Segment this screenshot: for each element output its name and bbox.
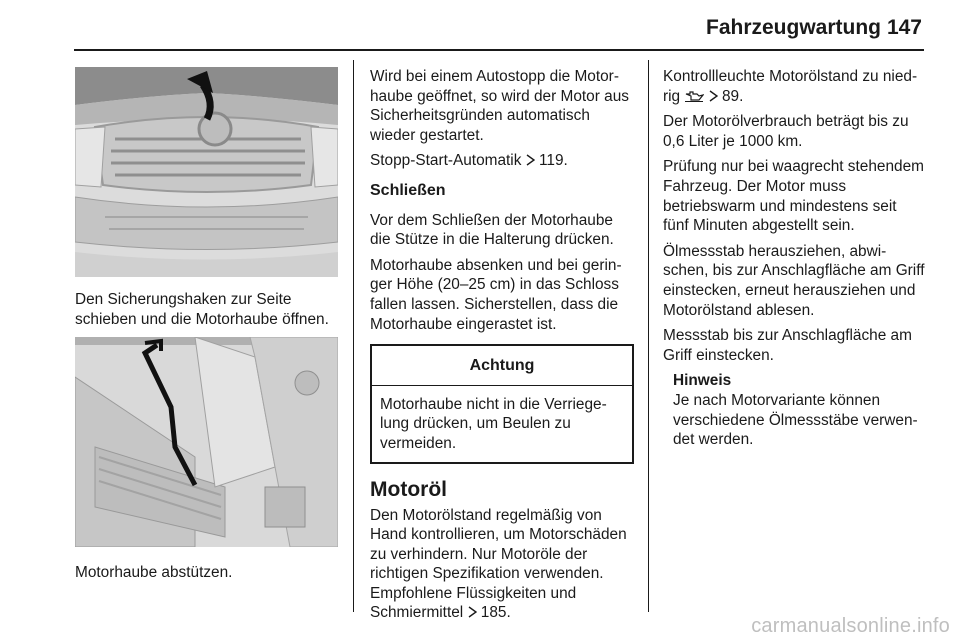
note-block [673,371,925,449]
check-conditions-paragraph: Prüfung nur bei waagrecht stehendem Fahrzeug. Der Motor muss betriebswarm und mindestens seit fünf Minuten abgestellt sein. [663,158,924,235]
oil-level-warning-text: Kontrollleuchte Motorölstand zu niedrig [663,68,918,105]
autostop-paragraph: Wird bei einem Autostopp die Motorhaube geöffnet, so wird der Motor aus Sicherheitsgründen automatisch wieder gestartet. [370,68,629,144]
figure-2-caption: Motorhaube abstützen. [75,564,233,581]
column-3 [663,67,925,450]
header-divider [74,49,924,51]
oil-level-warning-page: 89. [721,87,744,105]
stop-start-text: Stopp-Start-Automatik [370,152,522,170]
page-reference-icon [526,154,535,166]
dipstick-procedure-paragraph: Ölmessstab herausziehen, abwischen, bis zur Anschlagfläche am Griff einstecken, erneut herausziehen und Motorölstand ablesen. [663,242,925,319]
engine-oil-text: Den Motorölstand regelmäßig von Hand kontrollieren, um Motorschäden zu verhindern. Nur Motoröle der richtigen Spezifikation verwenden. Empfohlene Flüssigkeiten und Schmiermittel [370,506,627,622]
warning-box [370,344,634,463]
engine-oil-page: 185. [480,604,511,622]
engine-oil-heading: Motoröl [370,477,447,501]
engine-oil-paragraph [370,506,634,624]
column-divider-2 [648,60,649,612]
column-2 [370,67,634,629]
figure-1-caption: Den Sicherungshaken zur Seite schieben und die Motorhaube öffnen. [75,291,329,328]
closing-heading: Schließen [370,181,446,199]
bonnet-stay-illustration [75,337,338,547]
note-title: Hinweis [673,372,732,390]
oil-level-warning-paragraph [663,67,925,106]
page-number: 147 [886,16,922,39]
stop-start-page: 119. [538,152,568,170]
oil-can-icon [684,90,704,102]
note-text: Je nach Motorvariante können verschiedene Ölmessstäbe verwendet werden. [673,391,918,449]
dipstick-reinsert-paragraph: Messstab bis zur Anschlagfläche am Griff einstecken. [663,327,912,364]
bonnet-catch-illustration [75,67,338,277]
stop-start-reference [370,151,634,171]
oil-consumption-paragraph: Der Motorölverbrauch beträgt bis zu 0,6 Liter je 1000 km. [663,113,909,150]
closing-paragraph-1: Vor dem Schließen der Motorhaube die Stütze in die Halterung drücken. [370,211,614,249]
warning-title: Achtung [372,346,632,386]
closing-paragraph-2: Motorhaube absenken und bei geringer Höhe (20–25 cm) in das Schloss fallen lassen. Sicherstellen, dass die Motorhaube eingerastet ist. [370,256,622,333]
warning-text: Motorhaube nicht in die Verriegelung drücken, um Beulen zu vermeiden. [380,395,607,452]
page-header-title: Fahrzeugwartung [706,16,882,39]
column-divider-1 [353,60,354,612]
page-reference-icon [468,606,477,618]
watermark: carmanualsonline.info [751,615,950,637]
page-reference-icon [709,90,718,102]
